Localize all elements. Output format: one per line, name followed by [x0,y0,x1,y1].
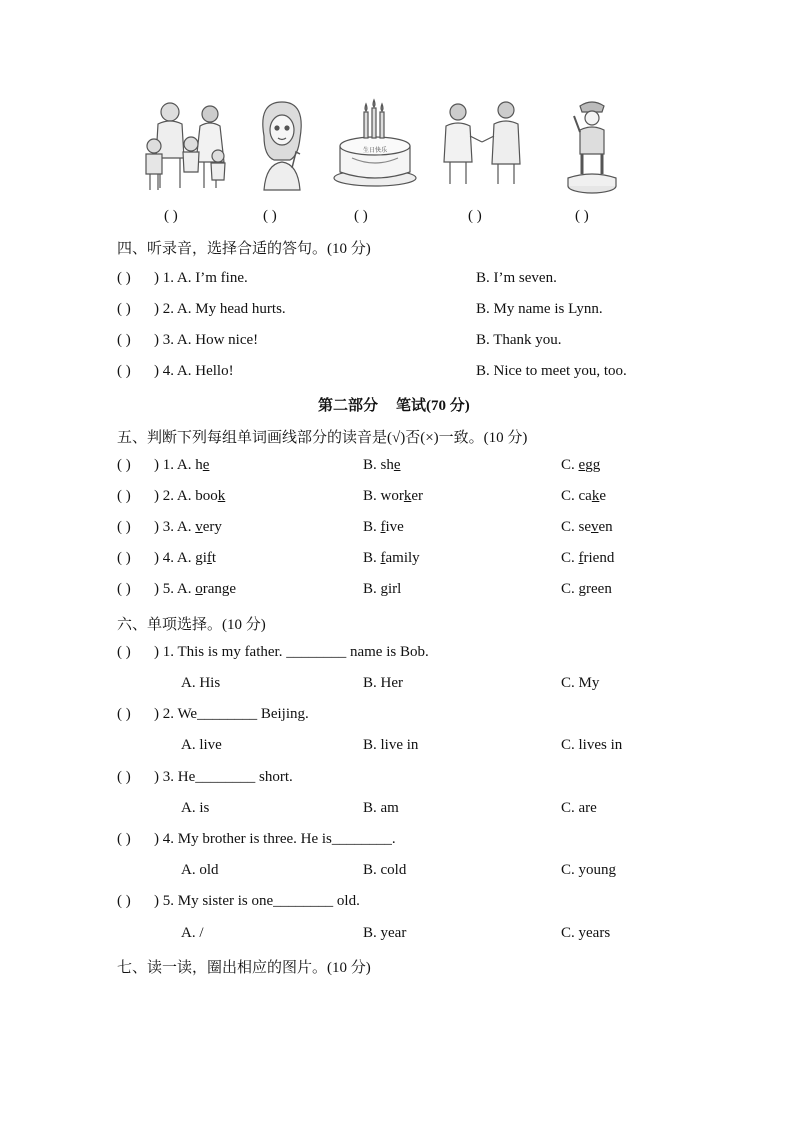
section-7-title: 七、读一读，圈出相应的图片。(10 分) [117,960,371,976]
option-c: C. are [561,800,597,816]
question-option-a: ) 3. A. How nice! [154,332,259,348]
answer-blank[interactable]: ( ) [117,270,131,286]
word-group-2-option-b: B. worker [363,488,423,504]
word-group-5-option-b: B. girl [363,581,402,597]
option-a: A. old [181,862,219,878]
option-b: B. My name is Lynn. [476,301,603,317]
answer-blank[interactable]: ( ) [117,644,131,660]
cake-text: 生日快乐 [362,147,388,154]
part-2-title: 第二部分 [318,398,379,414]
option-a: A. His [181,675,221,691]
police-officer-picture [564,96,620,196]
option-b: B. Her [363,675,403,691]
picture-answer-blank[interactable]: ( ) [164,208,178,224]
option-c: C. years [561,925,611,941]
question-option-a: ) 1. A. I’m fine. [154,270,248,286]
answer-blank[interactable]: ( ) [117,706,131,722]
word-group-5-option-a: ) 5. A. orange [154,581,237,597]
word-group-4-option-c: C. friend [561,550,615,566]
girl-picture [254,96,310,194]
option-b: B. I’m seven. [476,270,557,286]
answer-blank[interactable]: ( ) [117,893,131,909]
option-b: B. Thank you. [476,332,562,348]
section-6-title: 六、单项选择。(10 分) [117,617,266,633]
word-group-2-option-a: ) 2. A. book [154,488,226,504]
option-b: B. cold [363,862,407,878]
word-group-1-option-a: ) 1. A. he [154,457,210,473]
word-group-3-option-c: C. seven [561,519,613,535]
birthday-cake-picture [332,96,418,188]
section-4-title: 四、听录音，选择合适的答句。(10 分) [117,241,371,257]
option-c: C. lives in [561,737,623,753]
option-a: A. / [181,925,204,941]
question-option-a: ) 2. A. My head hurts. [154,301,286,317]
answer-blank[interactable]: ( ) [117,769,131,785]
answer-blank[interactable]: ( ) [117,332,131,348]
question-text: ) 2. We________ Beijing. [154,706,309,722]
section-5-title: 五、判断下列每组单词画线部分的读音是(√)否(×)一致。(10 分) [117,430,528,446]
answer-blank[interactable]: ( ) [117,581,131,597]
option-c: C. My [561,675,600,691]
word-group-4-option-a: ) 4. A. gift [154,550,217,566]
question-text: ) 4. My brother is three. He is________. [154,831,396,847]
option-a: A. live [181,737,222,753]
word-group-5-option-c: C. green [561,581,612,597]
option-b: B. am [363,800,399,816]
word-group-2-option-c: C. cake [561,488,606,504]
question-text: ) 1. This is my father. ________ name is Bob. [154,644,429,660]
answer-blank[interactable]: ( ) [117,488,131,504]
word-group-1-option-c: C. egg [561,457,601,473]
question-option-a: ) 4. A. Hello! [154,363,234,379]
picture-answer-blank[interactable]: ( ) [468,208,482,224]
part-2-subtitle: 笔试(70 分) [396,398,470,414]
option-b: B. year [363,925,407,941]
answer-blank[interactable]: ( ) [117,363,131,379]
answer-blank[interactable]: ( ) [117,301,131,317]
option-b: B. live in [363,737,419,753]
word-group-3-option-a: ) 3. A. very [154,519,222,535]
question-text: ) 3. He________ short. [154,769,293,785]
option-a: A. is [181,800,210,816]
answer-blank[interactable]: ( ) [117,457,131,473]
option-c: C. young [561,862,617,878]
picture-answer-blank[interactable]: ( ) [354,208,368,224]
answer-blank[interactable]: ( ) [117,831,131,847]
answer-blank[interactable]: ( ) [117,550,131,566]
word-group-4-option-b: B. family [363,550,420,566]
family-picture [136,96,236,194]
meeting-people-picture [436,96,528,188]
part-2-heading [318,394,470,415]
word-group-3-option-b: B. five [363,519,404,535]
question-text: ) 5. My sister is one________ old. [154,893,360,909]
word-group-1-option-b: B. she [363,457,401,473]
option-b: B. Nice to meet you, too. [476,363,627,379]
picture-answer-blank[interactable]: ( ) [263,208,277,224]
answer-blank[interactable]: ( ) [117,519,131,535]
picture-answer-blank[interactable]: ( ) [575,208,589,224]
